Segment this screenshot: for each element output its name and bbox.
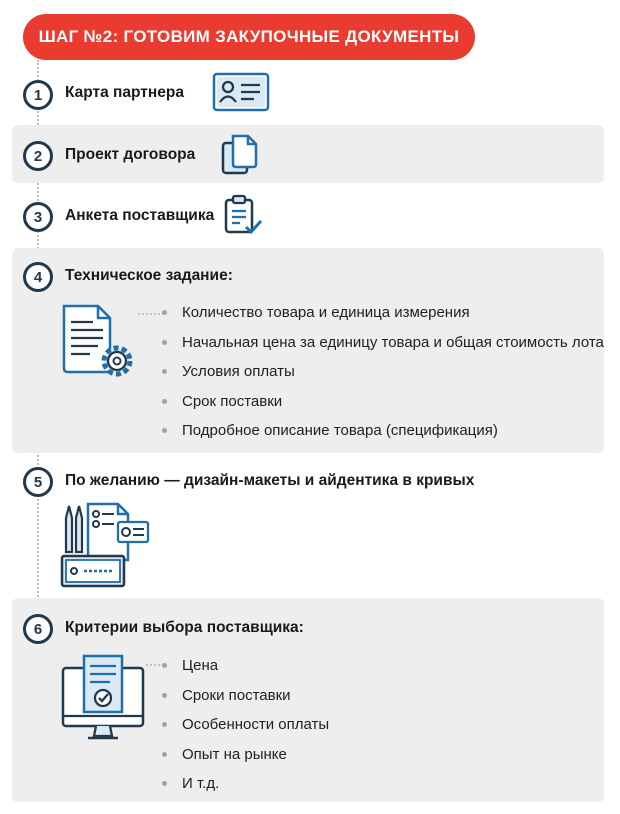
list-item: И т.д. [162, 769, 329, 799]
design-layouts-icon [60, 500, 152, 590]
step-6-list [162, 651, 329, 799]
list-item: Опыт на рынке [162, 740, 329, 770]
list-item: Сроки поставки [162, 681, 329, 711]
list-item: Особенности оплаты [162, 710, 329, 740]
step-6-number: 6 [23, 614, 53, 644]
copy-documents-icon [220, 133, 260, 177]
step-4-connector [138, 313, 164, 315]
list-item: Срок поставки [162, 387, 604, 417]
id-card-icon [212, 72, 270, 112]
list-item: Начальная цена за единицу товара и общая стоимость лота [162, 328, 604, 358]
step-4-number: 4 [23, 262, 53, 292]
step-1-title: Карта партнера [65, 84, 184, 101]
step-5-number: 5 [23, 467, 53, 497]
step-4-title: Техническое задание: [65, 267, 233, 284]
step-2-title: Проект договора [65, 146, 196, 163]
step-4-list [162, 298, 604, 446]
step-2-number: 2 [23, 141, 53, 171]
step-5-title: По желанию — дизайн-макеты и айдентика в кривых [65, 472, 475, 489]
clipboard-check-icon [222, 194, 264, 236]
list-item: Подробное описание товара (спецификация) [162, 416, 604, 446]
list-item: Количество товара и единица измерения [162, 298, 604, 328]
step-1-number: 1 [23, 80, 53, 110]
step-6-title: Критерии выбора поставщика: [65, 619, 304, 636]
step-3-title: Анкета поставщика [65, 207, 215, 224]
list-item: Условия оплаты [162, 357, 604, 387]
page-title-banner: ШАГ №2: ГОТОВИМ ЗАКУПОЧНЫЕ ДОКУМЕНТЫ [23, 14, 475, 60]
monitor-checklist-icon [60, 654, 146, 744]
step-3-number: 3 [23, 202, 53, 232]
document-gear-icon [60, 302, 136, 380]
list-item: Цена [162, 651, 329, 681]
